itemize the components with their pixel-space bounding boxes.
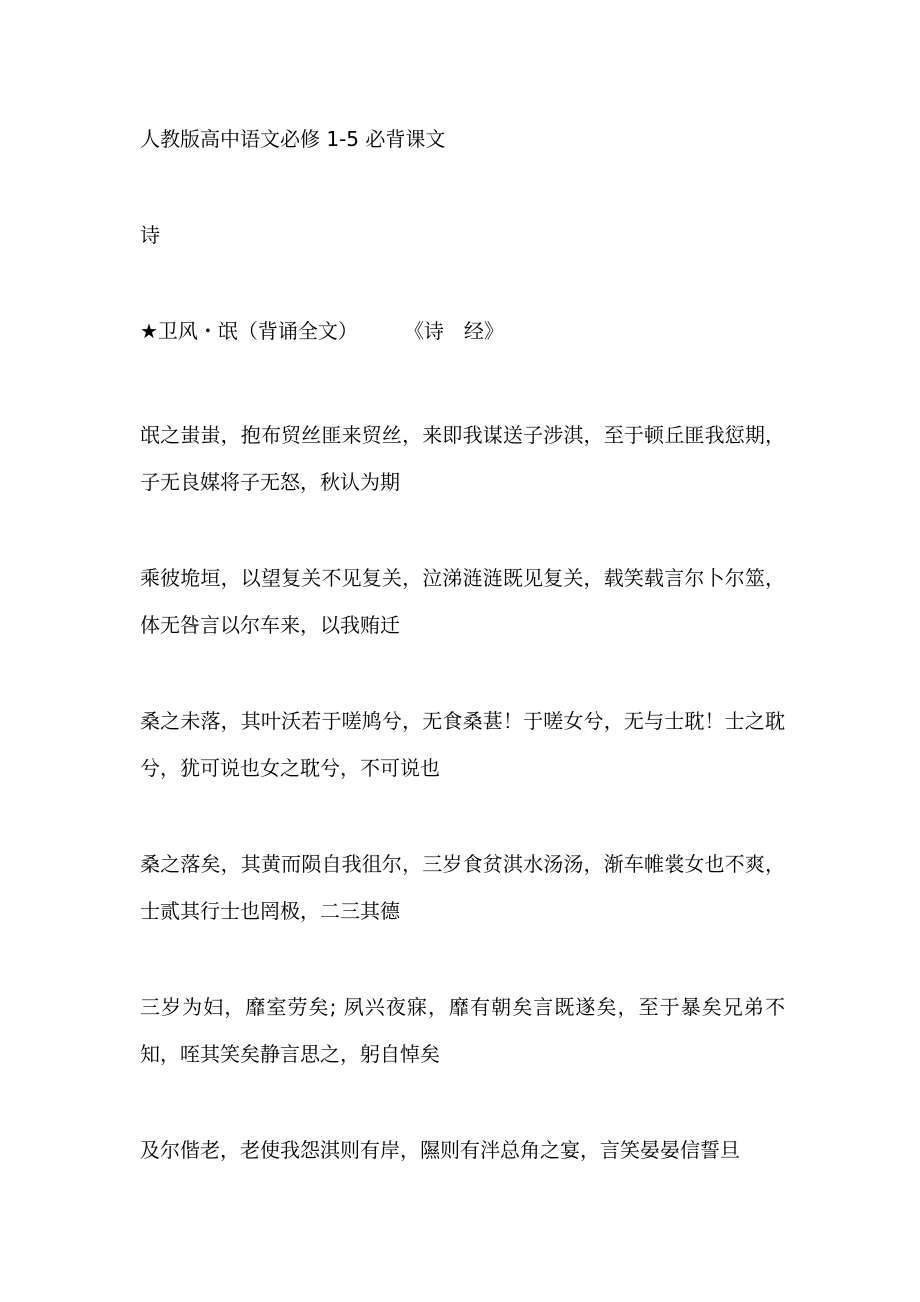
stanza-6: 及尔偕老，老使我怨淇则有岸，隰则有泮总角之宴，言笑晏晏信誓旦	[140, 1138, 740, 1162]
poem-title: ★卫风・氓（背诵全文）	[140, 319, 358, 343]
stanza-5: 三岁为妇，靡室劳矣; 夙兴夜寐，靡有朝矣言既遂矣，至于暴矣兄弟不知，咥其笑矣静言思之，躬自悼矣	[140, 995, 785, 1066]
stanza-4: 桑之落矣，其黄而陨自我徂尔，三岁食贫淇水汤汤，渐车帷裳女也不爽，士贰其行士也罔极，二三其德	[140, 852, 785, 923]
stanza-3: 桑之未落，其叶沃若于嗟鸠兮，无食桑葚！于嗟女兮，无与士耽！士之耽兮，犹可说也女之耽兮，不可说也	[140, 709, 785, 780]
stanza-1: 氓之蚩蚩，抱布贸丝匪来贸丝，来即我谋送子涉淇，至于顿丘匪我愆期，子无良媒将子无怒，秋认为期	[140, 423, 785, 494]
document-title: 人教版高中语文必修 1-5 必背课文	[140, 127, 446, 151]
stanza-2: 乘彼垝垣，以望复关不见复关，泣涕涟涟既见复关，载笑载言尔卜尔筮，体无咎言以尔车来，以我贿迁	[140, 566, 785, 637]
poem-heading	[140, 316, 504, 346]
poem-body	[140, 412, 785, 1223]
section-heading: 诗	[140, 223, 160, 247]
poem-source: 《诗 经》	[413, 319, 504, 343]
